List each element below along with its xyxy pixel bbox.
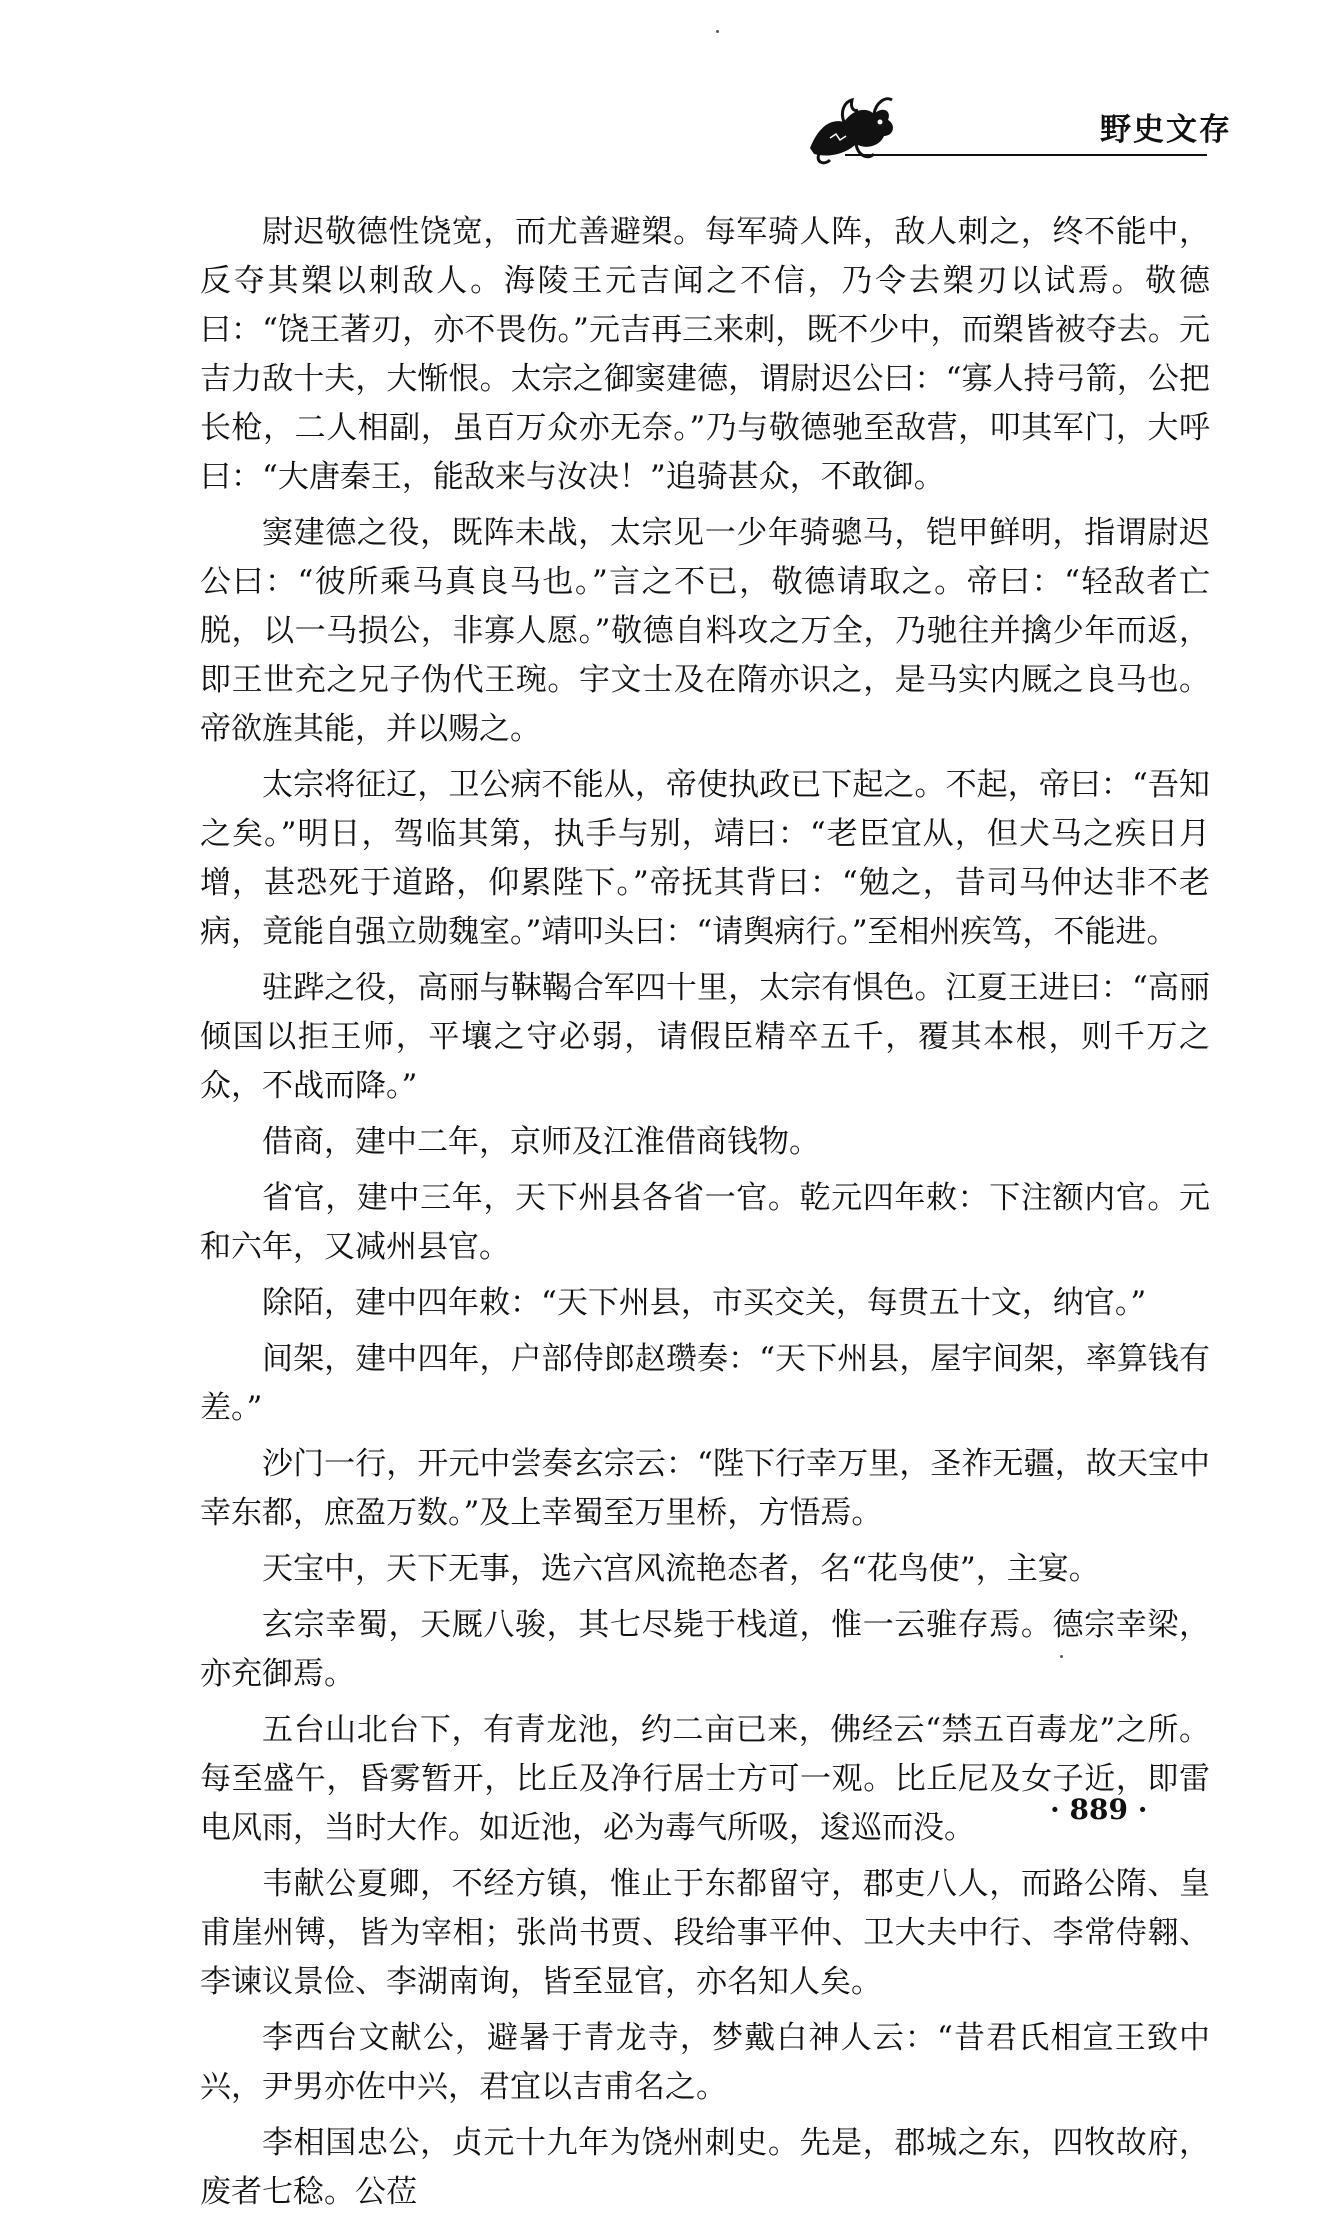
paragraph: 韦献公夏卿，不经方镇，惟止于东都留守，郡吏八人，而路公隋、皇甫崖州镈，皆为宰相；张尚书贾、段给事平仲、卫大夫中行、李常侍翱、李谏议景俭、李湖南询，皆至显官，亦名知人矣。	[200, 1866, 1210, 2000]
paragraph: 驻跸之役，高丽与靺鞨合军四十里，太宗有惧色。江夏王进曰：“高丽倾国以拒王师，平壤之守必弱，请假臣精卒五千，覆其本根，则千万之众，不战而降。”	[200, 970, 1210, 1104]
header-rule	[845, 154, 1207, 156]
paragraph: 除陌，建中四年敕：“天下州县，市买交关，每贯五十文，纳官。”	[262, 1285, 1147, 1321]
body-text	[200, 208, 1210, 2224]
dragon-emblem-icon	[800, 88, 900, 168]
paragraph: 太宗将征辽，卫公病不能从，帝使执政已下起之。不起，帝曰：“吾知之矣。”明日，驾临其第，执手与别，靖曰：“老臣宜从，但犬马之疾日月增，甚恐死于道路，仰累陛下。”帝抚其背曰：“勉之，昔司马仲达非不老病，竟能自强立勋魏室。”靖叩头曰：“请舆病行。”至相州疾笃，不能进。	[200, 767, 1210, 950]
paragraph: 玄宗幸蜀，天厩八骏，其七尽毙于栈道，惟一云骓存焉。德宗幸梁，亦充御焉。	[200, 1607, 1210, 1692]
paragraph: 五台山北台下，有青龙池，约二亩已来，佛经云“禁五百毒龙”之所。每至盛午，昏雾暂开，比丘及净行居士方可一观。比丘尼及女子近，即雷电风雨，当时大作。如近池，必为毒气所吸，逡巡而没。	[200, 1712, 1210, 1846]
paragraph: 天宝中，天下无事，选六宫风流艳态者，名“花鸟使”，主宴。	[262, 1551, 1100, 1587]
page-header	[0, 0, 1322, 170]
page-number: · 889 ·	[1050, 1793, 1148, 1826]
paragraph: 李西台文献公，避暑于青龙寺，梦戴白神人云：“昔君氏相宣王致中兴，尹男亦佐中兴，君宜以吉甫名之。	[200, 2020, 1210, 2105]
paragraph: 李相国忠公，贞元十九年为饶州刺史。先是，郡城之东，四牧故府，废者七稔。公莅	[200, 2125, 1210, 2210]
scan-speck	[1060, 1655, 1063, 1658]
paragraph: 尉迟敬德性饶宽，而尤善避槊。每军骑人阵，敌人刺之，终不能中，反夺其槊以刺敌人。海陵王元吉闻之不信，乃令去槊刃以试焉。敬德曰：“饶王著刃，亦不畏伤。”元吉再三来刺，既不少中，而槊皆被夺去。元吉力敌十夫，大惭恨。太宗之御窦建德，谓尉迟公曰：“寡人持弓箭，公把长枪，二人相副，虽百万众亦无奈。”乃与敬德驰至敌营，叩其军门，大呼曰：“大唐秦王，能敌来与汝决！”追骑甚众，不敢御。	[200, 214, 1210, 495]
paragraph: 沙门一行，开元中尝奏玄宗云：“陛下行幸万里，圣祚无疆，故天宝中幸东都，庶盈万数。”及上幸蜀至万里桥，方悟焉。	[200, 1446, 1210, 1531]
running-title: 野史文存	[1100, 112, 1232, 148]
scan-speck	[716, 30, 719, 33]
paragraph: 间架，建中四年，户部侍郎赵瓒奏：“天下州县，屋宇间架，率算钱有差。”	[200, 1341, 1210, 1426]
paragraph: 借商，建中二年，京师及江淮借商钱物。	[262, 1124, 820, 1160]
paragraph: 窦建德之役，既阵未战，太宗见一少年骑骢马，铠甲鲜明，指谓尉迟公曰：“彼所乘马真良马也。”言之不已，敬德请取之。帝曰：“轻敌者亡脱，以一马损公，非寡人愿。”敬德自料攻之万全，乃驰往并擒少年而返，即王世充之兄子伪代王琬。宇文士及在隋亦识之，是马实内厩之良马也。帝欲旌其能，并以赐之。	[200, 515, 1210, 747]
paragraph: 省官，建中三年，天下州县各省一官。乾元四年敕：下注额内官。元和六年，又减州县官。	[200, 1180, 1210, 1265]
